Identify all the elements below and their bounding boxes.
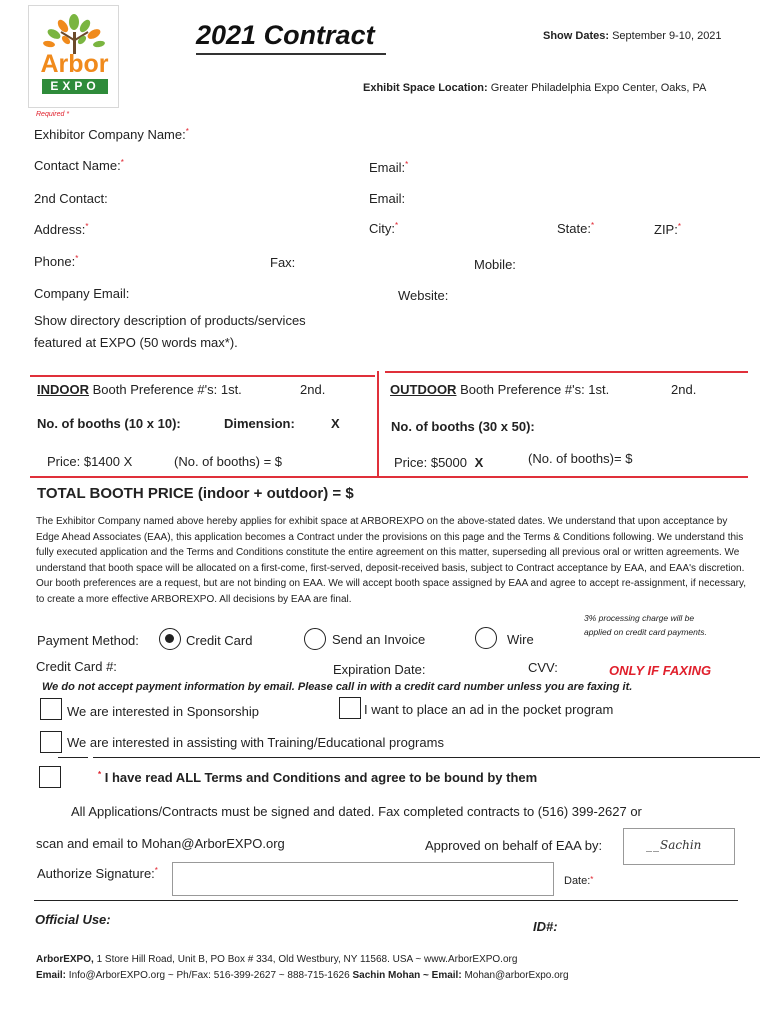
send-invoice-option-label[interactable]: Send an Invoice [332, 632, 426, 647]
booth-section-divider [377, 371, 379, 476]
arbor-expo-logo [28, 5, 119, 108]
training-checkbox[interactable] [40, 731, 62, 753]
company-name-field[interactable] [34, 127, 189, 142]
phone-field[interactable] [34, 254, 78, 269]
footer-address [36, 954, 517, 965]
pocket-ad-label: I want to place an ad in the pocket program [364, 702, 614, 717]
sponsorship-checkbox[interactable] [40, 698, 62, 720]
dimension-field[interactable]: Dimension: [224, 416, 295, 431]
website-label: Website: [398, 288, 449, 303]
outdoor-price-label: Price: $5000 [394, 455, 467, 470]
email-field[interactable] [369, 160, 408, 175]
booth-section-top-border-right [385, 371, 748, 373]
terms-paragraph: The Exhibitor Company named above hereby applies for exhibit space at ARBOREXPO on the above-stated dates. We understand that upon acceptance by Edge Ahead Associates (EAA), this application becomes a Contract under the provisions on this page and the Terms & Conditions following. We understand this fully executed application and the Terms and Conditions constitute the entire agreement on this matter, superseding all previous oral or written agreements. We understand that booth space will be allocated on a first-come, first-served, deposit-received basis, subject to Contract acceptance by EAA, and EAA's discretion. Our booth preferences are a request, but are not binding on EAA. We will accept booth space assigned by EAA and agree to accept re-assignment, if necessary, to create a more effective ARBOREXPO. All decisions by EAA are final. [36, 516, 747, 605]
location-label: Exhibit Space Location: [363, 82, 488, 94]
required-star: * [120, 158, 124, 167]
company-email-field[interactable] [34, 286, 129, 301]
processing-note-line-2: applied on credit card payments. [584, 627, 707, 637]
city-label: City: [369, 221, 395, 236]
second-email-label: Email: [369, 191, 406, 206]
required-note: Required * [36, 111, 70, 118]
required-star: * [185, 127, 189, 136]
terms-agreement-text: I have read ALL Terms and Conditions and agree to be bound by them [104, 770, 538, 785]
booth-section-bottom-border [30, 476, 748, 478]
expiration-date-field[interactable]: Expiration Date: [333, 662, 426, 677]
date-label: Date: [564, 875, 591, 887]
company-name-label: Exhibitor Company Name: [34, 127, 186, 142]
eaa-signature-box [623, 828, 735, 865]
logo-word-arbor: Arbor [40, 50, 109, 78]
indoor-second-preference[interactable]: 2nd. [300, 382, 326, 397]
outdoor-preference[interactable] [390, 382, 609, 397]
scan-email-instruction: scan and email to Mohan@ArborEXPO.org [36, 836, 285, 851]
outdoor-price [394, 455, 483, 470]
required-star: * [395, 221, 399, 230]
state-field[interactable] [557, 221, 594, 236]
required-star: * [85, 222, 89, 231]
required-star: * [677, 222, 681, 231]
official-use-separator [34, 900, 738, 901]
directory-description-field[interactable] [34, 310, 306, 354]
show-dates-value: September 9-10, 2021 [612, 30, 722, 42]
authorize-signature-text: Authorize Signature: [37, 866, 155, 881]
logo-word-expo: EXPO [50, 79, 100, 93]
show-dates-label: Show Dates: [543, 30, 610, 42]
company-email-label: Company Email: [34, 286, 130, 301]
indoor-price: Price: $1400 X [47, 454, 133, 469]
state-label: State: [557, 221, 591, 236]
send-invoice-radio[interactable] [304, 628, 326, 650]
footer-email-label: Email: [36, 970, 67, 981]
required-star: * [154, 866, 158, 875]
directory-line-2: featured at EXPO (50 words max*). [34, 335, 238, 350]
approved-by-label: Approved on behalf of EAA by: [425, 838, 603, 853]
terms-agreement-checkbox[interactable] [39, 766, 61, 788]
footer-company: ArborEXPO, [36, 954, 94, 965]
outdoor-word: OUTDOOR [390, 382, 457, 397]
zip-label: ZIP: [654, 222, 678, 237]
required-star: * [405, 160, 409, 169]
outdoor-price-formula[interactable]: (No. of booths)= $ [528, 451, 633, 466]
required-star: * [590, 875, 594, 884]
fax-field[interactable] [270, 255, 295, 270]
dimension-x: X [331, 416, 340, 431]
required-star: * [590, 221, 595, 230]
second-email-field[interactable] [369, 191, 405, 206]
second-contact-label: 2nd Contact: [34, 191, 108, 206]
contact-name-label: Contact Name: [34, 158, 121, 173]
cvv-field[interactable]: CVV: [528, 660, 558, 675]
exhibit-location [363, 82, 706, 94]
wire-radio[interactable] [475, 627, 497, 649]
footer-email-2: Mohan@arborExpo.org [461, 970, 569, 981]
address-field[interactable] [34, 222, 88, 237]
logo-expo-bar [42, 79, 108, 94]
show-dates [543, 30, 722, 42]
indoor-price-formula[interactable]: (No. of booths) = $ [174, 454, 283, 469]
sponsorship-label: We are interested in Sponsorship [67, 704, 259, 719]
email-payment-warning: We do not accept payment information by email. Please call in with a credit card number unless you are faxing it. [42, 681, 633, 693]
indoor-word: INDOOR [37, 382, 89, 397]
footer-contact-name: Sachin Mohan ~ Email: [352, 970, 462, 981]
pocket-ad-checkbox[interactable] [339, 697, 361, 719]
training-label: We are interested in assisting with Training/Educational programs [67, 735, 444, 750]
page-title: 2021 Contract [196, 20, 375, 50]
terms-required-star: * [98, 770, 102, 779]
mobile-label: Mobile: [474, 257, 516, 272]
authorize-signature-box[interactable] [172, 862, 554, 896]
payment-method-label: Payment Method: [37, 633, 139, 648]
processing-charge-note [584, 611, 707, 639]
mobile-field[interactable] [474, 257, 516, 272]
outdoor-preference-label: Booth Preference #'s: 1st. [456, 382, 610, 397]
booth-section-top-border-left [30, 375, 375, 377]
outdoor-x: X [474, 455, 484, 470]
title-underline [196, 53, 386, 55]
contact-name-field[interactable] [34, 158, 124, 173]
zip-field[interactable] [654, 222, 681, 237]
location-value: Greater Philadelphia Expo Center, Oaks, PA [490, 82, 707, 94]
required-star: * [75, 254, 79, 263]
outdoor-second-preference[interactable]: 2nd. [671, 382, 697, 397]
separator-short-line [58, 757, 88, 758]
footer-address-text: 1 Store Hill Road, Unit B, PO Box # 334, Old Westbury, NY 11568. USA ~ www.ArborEXPO.org [93, 954, 518, 965]
footer-email-phone: Info@ArborEXPO.org ~ Ph/Fax: 516-399-2627 ~ 888-715-1626 [66, 970, 353, 981]
id-label: ID#: [533, 919, 558, 934]
footer-contact [36, 970, 569, 981]
email-label: Email: [369, 160, 406, 175]
fax-label: Fax: [270, 255, 296, 270]
terms-agreement-label [98, 770, 537, 785]
radio-selected-dot [165, 634, 174, 643]
official-use-label: Official Use: [35, 912, 111, 927]
indoor-preference[interactable] [37, 382, 242, 397]
credit-card-number-field[interactable]: Credit Card #: [36, 659, 117, 674]
phone-label: Phone: [34, 254, 76, 269]
indoor-booth-count[interactable]: No. of booths (10 x 10): [37, 416, 181, 431]
address-label: Address: [34, 222, 86, 237]
wire-option-label[interactable]: Wire [507, 632, 534, 647]
outdoor-booth-count[interactable]: No. of booths (30 x 50): [391, 419, 535, 434]
eaa-signature: __Sachin [646, 838, 702, 852]
only-if-faxing-note: ONLY IF FAXING [609, 663, 712, 678]
website-field[interactable] [398, 288, 448, 303]
eaa-signature-text: Sachin [660, 838, 702, 852]
processing-note-line-1: 3% processing charge will be [584, 613, 695, 623]
separator-long-line [93, 757, 760, 758]
indoor-preference-label: Booth Preference #'s: 1st. [89, 382, 242, 397]
date-field[interactable] [564, 875, 593, 887]
credit-card-radio[interactable] [159, 628, 181, 650]
second-contact-field[interactable] [34, 191, 108, 206]
city-field[interactable] [369, 221, 398, 236]
directory-line-1: Show directory description of products/services [34, 313, 306, 328]
authorize-signature-label [37, 866, 158, 881]
signing-instruction: All Applications/Contracts must be signed and dated. Fax completed contracts to (516) 399-2627 or [71, 804, 642, 819]
credit-card-option-label[interactable]: Credit Card [186, 633, 253, 648]
total-booth-price[interactable]: TOTAL BOOTH PRICE (indoor + outdoor) = $ [37, 485, 354, 502]
